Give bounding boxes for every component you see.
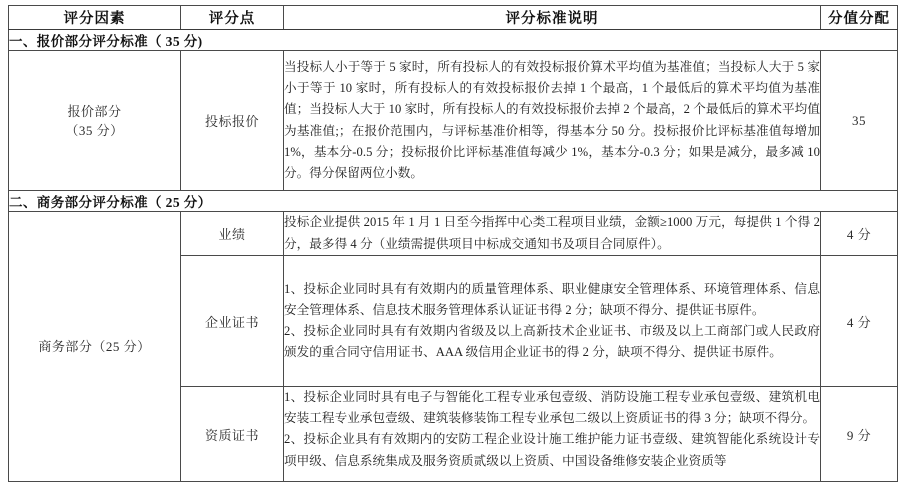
description-paragraph: 投标企业提供 2015 年 1 月 1 日至今指挥中心类工程项目业绩，金额≥1000 万元，每提供 1 个得 2 分，最多得 4 分（业绩需提供项目中标成交通知书及项目合同原件）。 (284, 215, 820, 251)
column-header-factor: 评分因素 (9, 6, 181, 30)
score-cell-enterprise-certificate: 4 分 (821, 256, 898, 387)
table-row (9, 212, 898, 256)
description-cell-performance (284, 212, 821, 256)
section-banner-row-commercial (9, 191, 898, 212)
description-paragraph-item-1: 1、投标企业同时具有有效期内的质量管理体系、职业健康安全管理体系、环境管理体系、信息安全管理体系、信息技术服务管理体系认证证书得 2 分；缺项不得分、提供证书原件。 (284, 281, 820, 317)
point-cell-qualification-certificate: 资质证书 (181, 387, 284, 482)
point-cell-enterprise-certificate: 企业证书 (181, 256, 284, 387)
point-cell-bid-price: 投标报价 (181, 51, 284, 191)
table-header-row (9, 6, 898, 30)
description-paragraph-item-1: 1、投标企业同时具有电子与智能化工程专业承包壹级、消防设施工程专业承包壹级、建筑机电安装工程专业承包壹级、建筑装修装饰工程专业承包二级以上资质证书的得 3 分；缺项不得分。 (284, 390, 820, 426)
column-header-description: 评分标准说明 (284, 6, 821, 30)
score-cell-bid-price: 35 (821, 51, 898, 191)
section-banner-row-price (9, 30, 898, 51)
description-cell-bid-price (284, 51, 821, 191)
column-header-point: 评分点 (181, 6, 284, 30)
factor-label-line1: 报价部分 (67, 103, 122, 119)
factor-label-line2: （35 分） (65, 122, 124, 138)
score-cell-qualification-certificate: 9 分 (821, 387, 898, 482)
section-banner-price: 一、报价部分评分标准（ 35 分) (9, 30, 898, 51)
description-cell-enterprise-certificate (284, 256, 821, 387)
section-banner-commercial: 二、商务部分评分标准（ 25 分） (9, 191, 898, 212)
table-row (9, 51, 898, 191)
column-header-score: 分值分配 (821, 6, 898, 30)
factor-cell-commercial: 商务部分（25 分） (9, 212, 181, 482)
point-cell-performance: 业绩 (181, 212, 284, 256)
factor-cell-price (9, 51, 181, 191)
score-criteria-table (8, 5, 898, 482)
description-paragraph-item-2: 2、投标企业同时具有有效期内省级及以上高新技术企业证书、市级及以上工商部门或人民政府颁发的重合同守信用证书、AAA 级信用企业证书的得 2 分，缺项不得分、提供证书原件。 (284, 324, 820, 360)
description-paragraph-item-2: 2、投标企业具有有效期内的安防工程企业设计施工维护能力证书壹级、建筑智能化系统设计专项甲级、信息系统集成及服务资质贰级以上资质、中国设备维修安装企业资质等 (284, 432, 820, 468)
description-cell-qualification-certificate (284, 387, 821, 482)
description-paragraph: 当投标人小于等于 5 家时，所有投标人的有效投标报价算术平均值为基准值；当投标人大于 5 家小于等于 10 家时，所有投标人的有效投标报价去掉 1 个最高，1 个最低后的算术平均值为基准值；当投标人大于 10 家时，所有投标人的有效投标报价去掉 2 个最高，2 个最低后的算术平均值为基准值;；在报价范围内，与评标基准价相等，得基本分 50 分。投标报价比评标基准值每增加 1%，基本分-0.5 分；投标报价比评标基准值每减少 1%，基本分-0.3 分；如果是减分，最多减 10 分。得分保留两位小数。 (284, 59, 820, 180)
score-cell-performance: 4 分 (821, 212, 898, 256)
